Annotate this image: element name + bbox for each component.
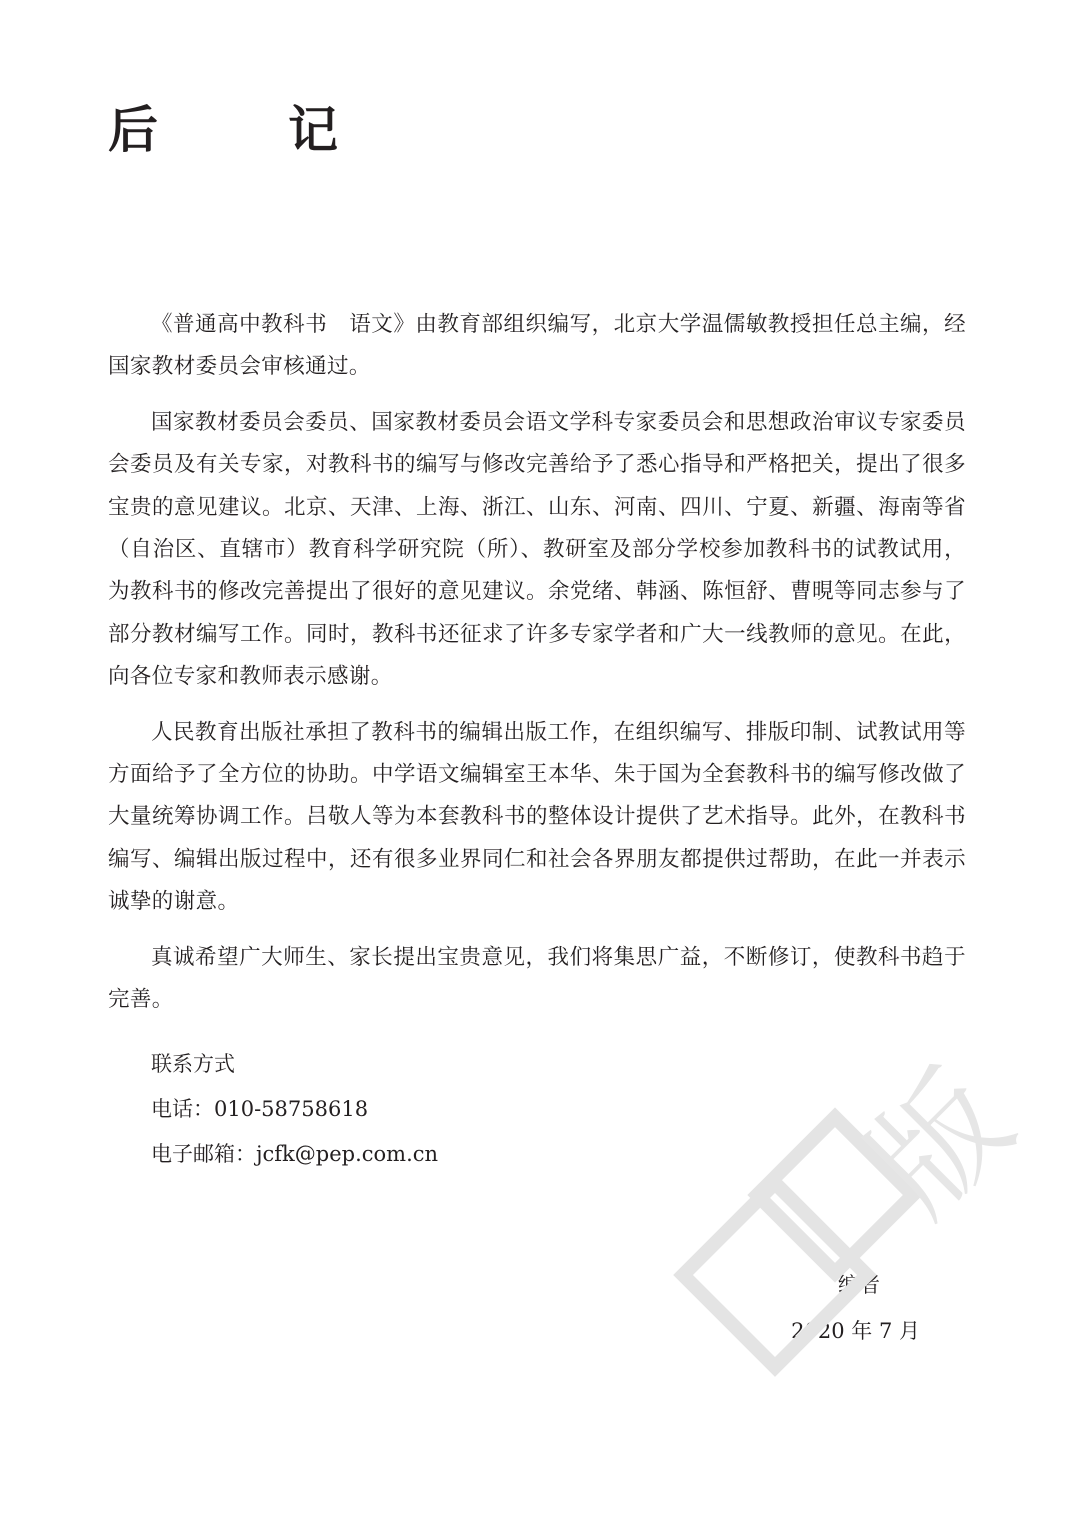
paragraph: 国家教材委员会委员、国家教材委员会语文学科专家委员会和思想政治审议专家委员会委员及有关专家，对教科书的编写与修改完善给予了悉心指导和严格把关，提出了很多宝贵的意见建议。北京、天津、上海、浙江、山东、河南、四川、宁夏、新疆、海南等省（自治区、直辖市）教育科学研究院（所）、教研室及部分学校参加教科书的试教试用，为教科书的修改完善提出了很好的意见建议。余党绪、韩涵、陈恒舒、曹晛等同志参与了部分教材编写工作。同时，教科书还征求了许多专家学者和广大一线教师的意见。在此，向各位专家和教师表示感谢。	[108, 409, 966, 690]
signature-date: 2020 年 7 月	[791, 1319, 920, 1343]
signature-editor: 编者	[838, 1273, 880, 1297]
paragraph: 《普通高中教科书 语文》由教育部组织编写，北京大学温儒敏教授担任总主编，经国家教材委员会审核通过。	[108, 312, 966, 380]
paragraph: 人民教育出版社承担了教科书的编辑出版工作，在组织编写、排版印制、试教试用等方面给予了全方位的协助。中学语文编辑室王本华、朱于国为全套教科书的编写修改做了大量统筹协调工作。吕敬人等为本套教科书的整体设计提供了艺术指导。此外，在教科书编写、编辑出版过程中，还有很多业界同仁和社会各界朋友都提供过帮助，在此一并表示诚挚的谢意。	[108, 719, 966, 915]
watermark-char: 版	[840, 1043, 1040, 1243]
contact-phone: 电话：010-58758618	[151, 1097, 369, 1121]
contact-heading: 联系方式	[151, 1052, 235, 1076]
paragraph: 真诚希望广大师生、家长提出宝贵意见，我们将集思广益，不断修订，使教科书趋于完善。	[108, 944, 966, 1013]
contact-email: 电子邮箱：jcfk@pep.com.cn	[151, 1142, 439, 1166]
watermark-logo	[670, 1040, 1050, 1420]
contact-info	[151, 1042, 438, 1177]
page-title: 后 记	[108, 100, 378, 159]
body-text	[108, 304, 966, 1035]
